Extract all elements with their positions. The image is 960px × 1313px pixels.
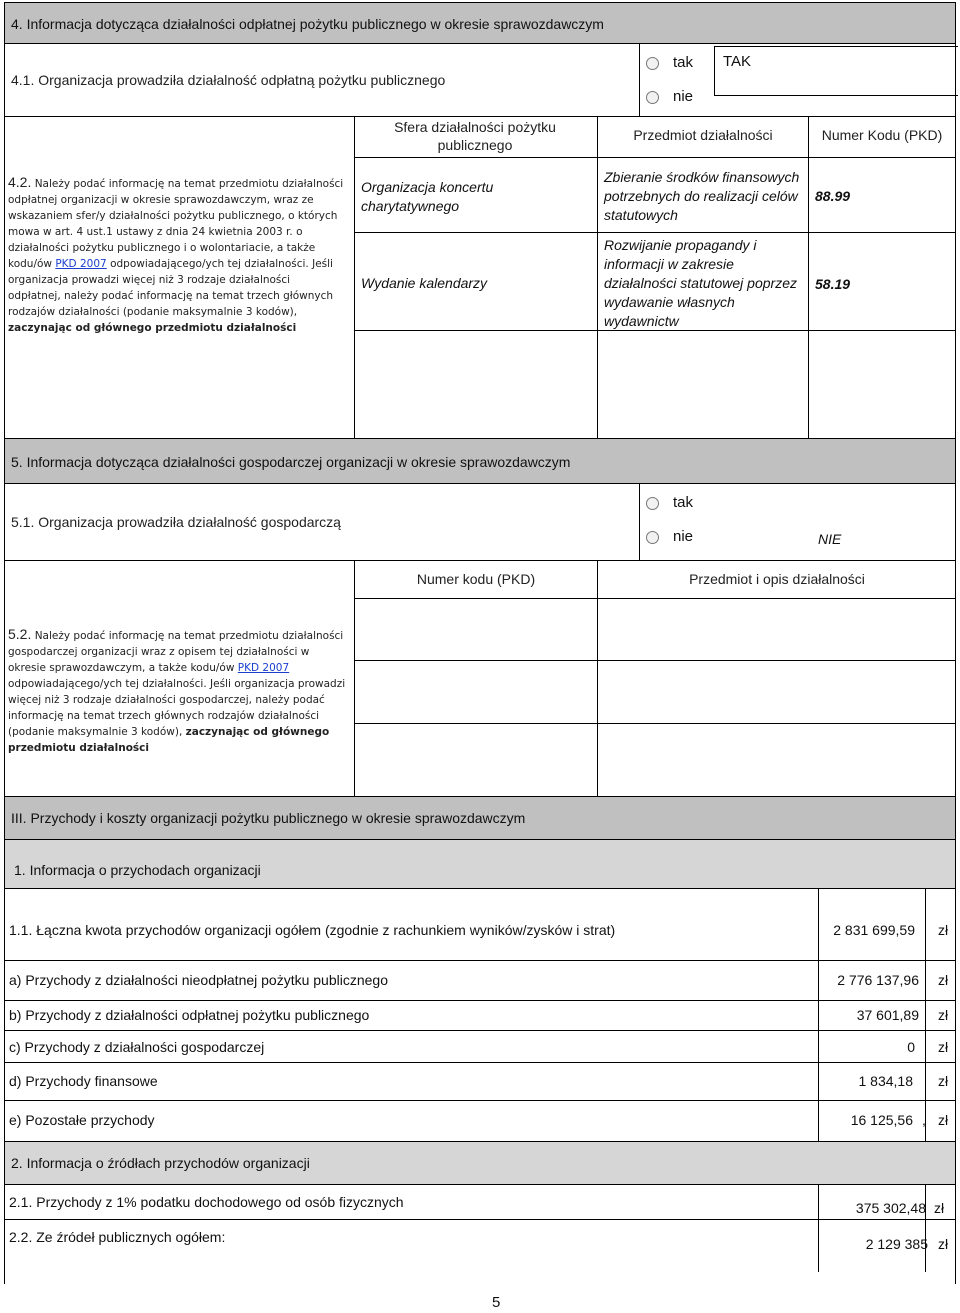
income-d-value[interactable]: 1 834,18 xyxy=(858,1073,913,1089)
currency-label: zł xyxy=(938,1073,949,1089)
q41-question-cell xyxy=(4,43,640,117)
total-income-value[interactable]: 2 831 699,59 xyxy=(833,922,915,938)
income-a-label: a) Przychody z działalności nieodpłatnej pożytku publicznego xyxy=(9,972,388,988)
row1-sphere[interactable]: Organizacja koncertu charytatywnego xyxy=(361,179,494,214)
currency-label: zł xyxy=(938,1236,949,1252)
q51-answer-value[interactable]: NIE xyxy=(818,531,842,547)
pkd-link[interactable]: PKD 2007 xyxy=(237,662,290,674)
q41-label: 4.1. Organizacja prowadziła działalność odpłatną pożytku publicznego xyxy=(11,72,446,88)
q51-answer-cell xyxy=(639,483,956,561)
income-e-label: e) Pozostałe przychody xyxy=(9,1112,155,1128)
source-1-value[interactable]: 375 302,48 xyxy=(855,1200,926,1216)
page-number: 5 xyxy=(492,1294,501,1311)
q51-question-cell xyxy=(4,483,640,561)
q41-answer-value: TAK xyxy=(723,53,752,70)
row2-code[interactable]: 58.19 xyxy=(815,276,851,292)
income-c-label: c) Przychody z działalności gospodarczej xyxy=(9,1039,265,1055)
income-d-label: d) Przychody finansowe xyxy=(9,1073,158,1089)
q52-instructions: 5.2. Należy podać informację na temat przedmiotu działalności gospodarczej organizacji wraz z opisem tej działalności w okresie sprawozdawczym, a także kodu/ów PKD 2007 odpowiadającego/ych tej działalności. Jeśli organizacja prowadzi więcej niż 3 rodzaje działalności gospodarczej, należy podać informację na temat trzech głównych rodzajów działalności (podanie maksymalnie 3 kodów), zaczynając od głównego przedmiotu działalności xyxy=(8,626,346,754)
currency-label: zł xyxy=(938,1039,949,1055)
col-header-subject: Przedmiot działalności xyxy=(633,127,773,143)
col-header-pkd-5: Numer kodu (PKD) xyxy=(416,571,536,587)
income-a-value[interactable]: 2 776 137,96 xyxy=(837,972,919,988)
q42-instructions: 4.2. Należy podać informację na temat przedmiotu działalności odpłatnej organizacji w okresie sprawozdawczym, wraz ze wskazaniem sfer/y działalności pożytku publicznego, o których mowa w art. 4 ust.1 ustawy z dnia 24 kwietnia 2003 r. o działalności pożytku publicznego i o wolontariacie, a także kodu/ów PKD 2007 odpowiadającego/ych tej działalności. Jeśli organizacja prowadzi więcej niż 3 rodzaje działalności odpłatnej, należy podać informację na temat trzech głównych rodzajów działalności (podanie maksymalnie 3 kodów), zaczynając od głównego przedmiotu działalności xyxy=(8,174,344,334)
currency-label: zł xyxy=(938,1007,949,1023)
row1-code[interactable]: 88.99 xyxy=(815,188,851,204)
currency-label: zł xyxy=(938,1112,949,1128)
income-e-value[interactable]: 16 125,56 xyxy=(850,1112,913,1128)
radio-no-icon[interactable] xyxy=(646,91,659,104)
section-III-title: III. Przychody i koszty organizacji pożytku publicznego w okresie sprawozdawczym xyxy=(11,810,526,826)
q41-answer-cell xyxy=(639,43,956,117)
income-subheader-title: 1. Informacja o przychodach organizacji xyxy=(14,862,261,878)
source-1-label: 2.1. Przychody z 1% podatku dochodowego od osób fizycznych xyxy=(9,1194,404,1210)
radio-yes-icon[interactable] xyxy=(646,57,659,70)
currency-label: zł xyxy=(938,922,949,938)
radio-yes-icon[interactable] xyxy=(646,497,659,510)
income-c-value[interactable]: 0 xyxy=(907,1039,915,1055)
radio-no-icon[interactable] xyxy=(646,531,659,544)
source-2-value[interactable]: 2 129 385 xyxy=(865,1236,928,1252)
pkd-link[interactable]: PKD 2007 xyxy=(55,258,107,270)
currency-label: zł xyxy=(934,1200,945,1216)
q51-label: 5.1. Organizacja prowadziła działalność gospodarczą xyxy=(11,514,341,530)
col-header-pkd: Numer Kodu (PKD) xyxy=(821,127,943,143)
row1-subject[interactable]: Zbieranie środków finansowych potrzebnych do realizacji celów statutowych xyxy=(604,169,800,223)
section-5-header xyxy=(4,438,956,484)
col-header-sphere: Sfera działalności pożytku publicznego xyxy=(394,119,556,153)
section-4-header xyxy=(4,2,956,44)
q41-option-no[interactable]: nie xyxy=(646,88,693,105)
source-2-label: 2.2. Ze źródeł publicznych ogółem: xyxy=(9,1229,226,1245)
section-5-title: 5. Informacja dotycząca działalności gospodarczej organizacji w okresie sprawozdawczym xyxy=(11,454,571,470)
comma-separator: , xyxy=(922,1112,926,1128)
col-header-subject-5: Przedmiot i opis działalności xyxy=(689,571,865,587)
sources-subheader-title: 2. Informacja o źródłach przychodów organizacji xyxy=(11,1155,310,1171)
section-III-header xyxy=(4,796,956,840)
q41-option-yes[interactable]: tak xyxy=(646,54,693,71)
sources-subheader xyxy=(4,1141,956,1185)
row2-subject[interactable]: Rozwijanie propagandy i informacji w zakresie działalności statutowej poprzez wydawanie własnych wydawnictw xyxy=(604,237,797,329)
q51-option-no[interactable]: nie xyxy=(646,528,693,545)
q41-answer-field[interactable] xyxy=(714,46,958,96)
income-subheader xyxy=(4,839,956,889)
row2-sphere[interactable]: Wydanie kalendarzy xyxy=(361,275,488,291)
total-income-label: 1.1. Łączna kwota przychodów organizacji ogółem (zgodnie z rachunkiem wyników/zysków i strat) xyxy=(9,922,616,938)
q51-option-yes[interactable]: tak xyxy=(646,494,693,511)
income-b-label: b) Przychody z działalności odpłatnej pożytku publicznego xyxy=(9,1007,370,1023)
section-4-title: 4. Informacja dotycząca działalności odpłatnej pożytku publicznego w okresie sprawozdawczym xyxy=(11,16,604,32)
currency-label: zł xyxy=(938,972,949,988)
income-b-value[interactable]: 37 601,89 xyxy=(856,1007,919,1023)
